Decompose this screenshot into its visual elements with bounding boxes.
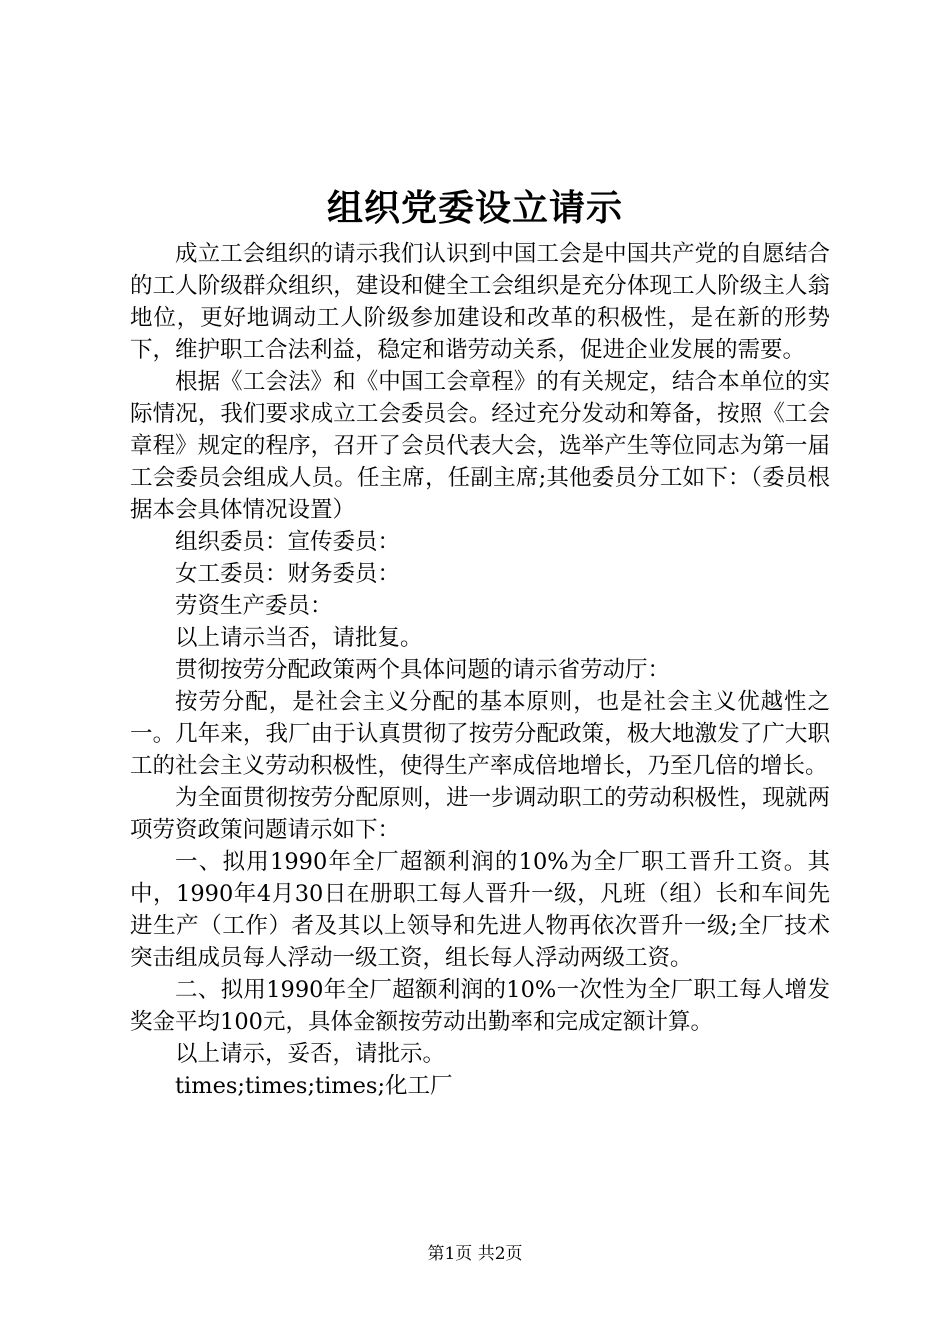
paragraph: 以上请示当否，请批复。 (175, 625, 423, 651)
paragraph: 为全面贯彻按劳分配原则，进一步调动职工的劳动积极性，现就两项劳资政策问题请示如下： (130, 785, 830, 843)
paragraph: 根据《工会法》和《中国工会章程》的有关规定，结合本单位的实际情况，我们要求成立工会委员会。经过充分发动和筹备，按照《工会章程》规定的程序，召开了会员代表大会，选举产生等位同志为第一届工会委员会组成人员。任主席，任副主席;其他委员分工如下：（委员根据本会具体情况设置） (130, 369, 830, 523)
paragraph: 劳资生产委员： (175, 593, 333, 619)
document-body (130, 238, 830, 1102)
paragraph: 成立工会组织的请示我们认识到中国工会是中国共产党的自愿结合的工人阶级群众组织，建设和健全工会组织是充分体现工人阶级主人翁地位，更好地调动工人阶级参加建设和改革的积极性，是在新的形势下，维护职工合法利益，稳定和谐劳动关系，促进企业发展的需要。 (130, 241, 830, 363)
paragraph: 按劳分配，是社会主义分配的基本原则，也是社会主义优越性之一。几年来，我厂由于认真贯彻了按劳分配政策，极大地激发了广大职工的社会主义劳动积极性，使得生产率成倍地增长，乃至几倍的增长。 (130, 689, 830, 779)
paragraph: times;times;times;化工厂 (175, 1073, 453, 1099)
paragraph: 贯彻按劳分配政策两个具体问题的请示省劳动厅： (175, 657, 671, 683)
paragraph: 女工委员：财务委员： (175, 561, 401, 587)
page-footer: 第1页 共2页 (427, 1244, 523, 1264)
paragraph: 组织委员：宣传委员： (175, 529, 401, 555)
document-title: 组织党委设立请示 (326, 187, 623, 229)
paragraph: 以上请示，妥否，请批示。 (175, 1041, 446, 1067)
paragraph: 二、拟用1990年全厂超额利润的10%一次性为全厂职工每人增发奖金平均100元，具体金额按劳动出勤率和完成定额计算。 (130, 977, 830, 1035)
paragraph: 一、拟用1990年全厂超额利润的10%为全厂职工晋升工资。其中，1990年4月30日在册职工每人晋升一级，凡班（组）长和车间先进生产（工作）者及其以上领导和先进人物再依次晋升一级;全厂技术突击组成员每人浮动一级工资，组长每人浮动两级工资。 (130, 849, 830, 971)
